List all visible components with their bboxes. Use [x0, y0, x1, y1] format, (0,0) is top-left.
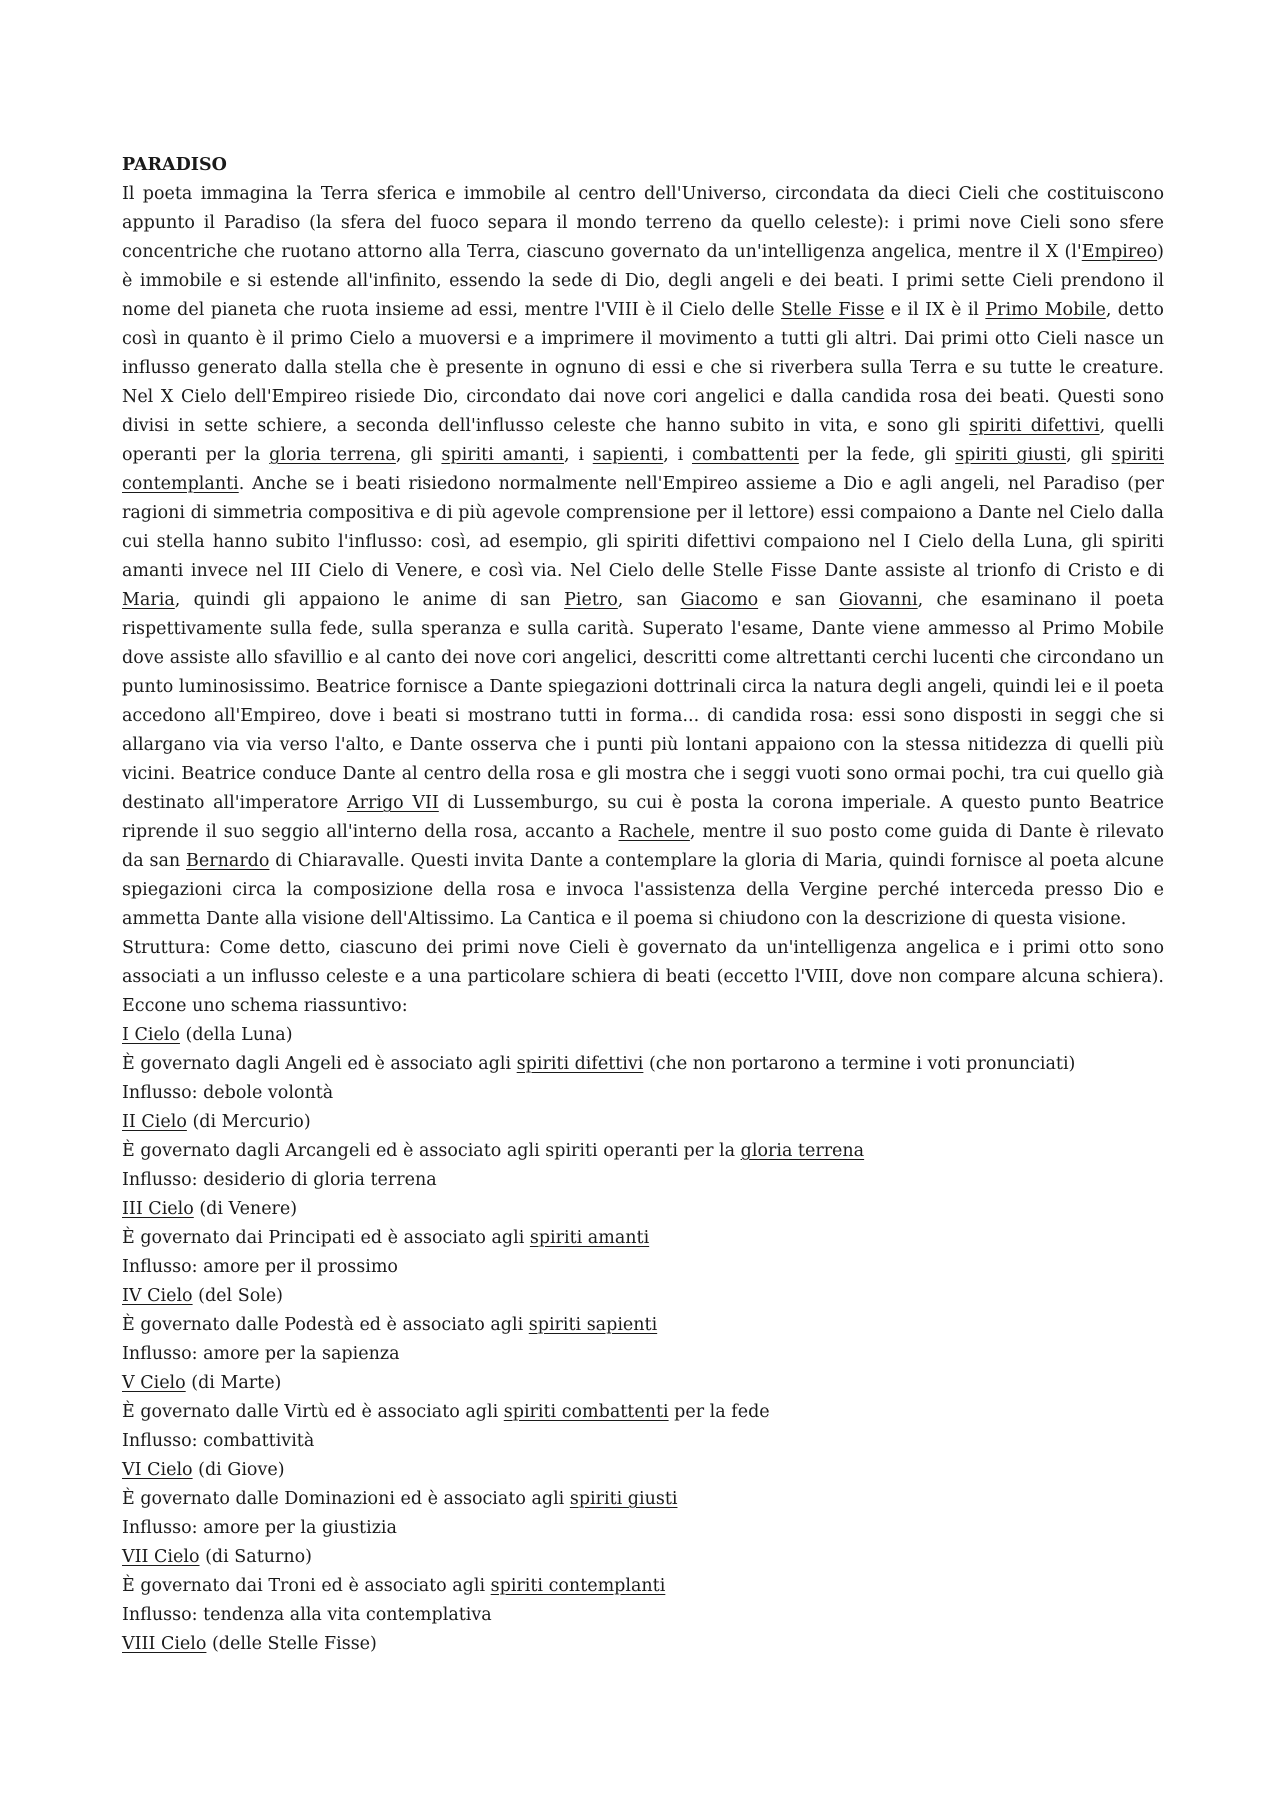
- text-run: per la fede, gli: [798, 445, 956, 465]
- text-run: ) è immobile e si estende all'infinito, essendo la sede di Dio, degli angeli e dei beati. I primi sette Cieli prendono il nome del pianeta che ruota insieme ad essi, mentre l'VIII è il Cielo delle: [122, 242, 1164, 320]
- schema-line: [122, 1630, 1164, 1659]
- text-run: Influsso: combattività: [122, 1431, 315, 1451]
- hyperlink[interactable]: spiriti amanti: [529, 1228, 650, 1248]
- hyperlink[interactable]: spiriti contemplanti: [122, 445, 1164, 494]
- text-run: È governato dai Troni ed è associato agli: [122, 1576, 491, 1596]
- schema-line: [122, 1340, 1164, 1369]
- hyperlink[interactable]: spiriti giusti: [955, 445, 1067, 465]
- text-run: Influsso: amore per il prossimo: [122, 1257, 398, 1277]
- hyperlink[interactable]: VIII Cielo: [122, 1634, 207, 1654]
- text-run: , mentre il suo posto come guida di Dante è rilevato da san: [122, 822, 1164, 871]
- hyperlink[interactable]: Giovanni: [839, 590, 918, 610]
- text-run: È governato dalle Dominazioni ed è associato agli: [122, 1489, 570, 1509]
- hyperlink[interactable]: I Cielo: [122, 1025, 180, 1045]
- hyperlink[interactable]: II Cielo: [122, 1112, 187, 1132]
- text-run: , che esaminano il poeta rispettivamente sulla fede, sulla speranza e sulla carità. Superato l'esame, Dante viene ammesso al Primo Mobile dove assiste allo sfavillio e al canto dei nove cori angelici, descritti come altrettanti cerchi lucenti che circondano un punto luminosissimo. Beatrice fornisce a Dante spiegazioni dottrinali circa la natura degli angeli, quindi lei e il poeta accedono all'Empireo, dove i beati si mostrano tutti in forma... di candida rosa: essi sono disposti in seggi che si allargano via via verso l'alto, e Dante osserva che i punti più lontani appaiono con la stessa nitidezza di quelli più vicini. Beatrice conduce Dante al centro della rosa e gli mostra che i seggi vuoti sono ormai pochi, tra cui quello già destinato all'imperatore: [122, 590, 1165, 813]
- schema-line: [122, 1311, 1164, 1340]
- schema-line: [122, 1572, 1164, 1601]
- schema-line: [122, 1253, 1164, 1282]
- text-run: , quelli operanti per la: [122, 416, 1164, 465]
- schema-line: [122, 1282, 1164, 1311]
- hyperlink[interactable]: VI Cielo: [122, 1460, 193, 1480]
- hyperlink[interactable]: spiriti combattenti: [503, 1402, 669, 1422]
- hyperlink[interactable]: spiriti contemplanti: [490, 1576, 666, 1596]
- text-run: (di Mercurio): [186, 1112, 311, 1132]
- text-run: , gli: [395, 445, 442, 465]
- text-run: e il IX è il: [884, 300, 986, 320]
- text-run: È governato dalle Virtù ed è associato agli: [122, 1402, 504, 1422]
- schema-line: [122, 1514, 1164, 1543]
- hyperlink[interactable]: Bernardo: [186, 851, 270, 871]
- text-run: Influsso: amore per la giustizia: [122, 1518, 397, 1538]
- text-run: (di Venere): [193, 1199, 298, 1219]
- hyperlink[interactable]: spiriti difettivi: [969, 416, 1100, 436]
- text-run: Influsso: amore per la sapienza: [122, 1344, 400, 1364]
- schema-line: [122, 1543, 1164, 1572]
- hyperlink[interactable]: spiriti difettivi: [516, 1054, 644, 1074]
- hyperlink[interactable]: Arrigo VII: [346, 793, 439, 813]
- text-run: di Lussemburgo, su cui è posta la corona imperiale. A questo punto Beatrice riprende il suo seggio all'interno della rosa, accanto a: [122, 793, 1164, 842]
- text-run: , quindi gli appaiono le anime di san: [174, 590, 565, 610]
- schema-line: [122, 1601, 1164, 1630]
- schema-line: [122, 1427, 1164, 1456]
- schema-line: [122, 1485, 1164, 1514]
- text-run: Il poeta immagina la Terra sferica e immobile al centro dell'Universo, circondata da dieci Cieli che costituiscono appunto il Paradiso (la sfera del fuoco separa il mondo terreno da quello celeste): i primi nove Cieli sono sfere concentriche che ruotano attorno alla Terra, ciascuno governato da un'intelligenza angelica, mentre il X (l': [122, 184, 1164, 262]
- hyperlink[interactable]: spiriti amanti: [441, 445, 564, 465]
- text-run: , detto così in quanto è il primo Cielo a muoversi e a imprimere il movimento a tutti gli altri. Dai primi otto Cieli nasce un influsso generato dalla stella che è presente in ognuno di essi e che si riverbera sulla Terra e su tutte le creature. Nel X Cielo dell'Empireo risiede Dio, circondato dai nove cori angelici e dalla candida rosa dei beati. Questi sono divisi in sette schiere, a seconda dell'influsso celeste che hanno subito in vita, e sono gli: [122, 300, 1164, 436]
- schema-line: [122, 1021, 1164, 1050]
- text-run: (di Saturno): [199, 1547, 312, 1567]
- schema-line: [122, 1369, 1164, 1398]
- schema-line: [122, 1195, 1164, 1224]
- text-run: e san: [758, 590, 840, 610]
- text-run: , i: [563, 445, 593, 465]
- hyperlink[interactable]: Rachele: [618, 822, 690, 842]
- hyperlink[interactable]: VII Cielo: [122, 1547, 200, 1567]
- page-title: PARADISO: [122, 155, 227, 175]
- text-run: (delle Stelle Fisse): [206, 1634, 377, 1654]
- schema-line: [122, 1137, 1164, 1166]
- hyperlink[interactable]: spiriti sapienti: [528, 1315, 658, 1335]
- hyperlink[interactable]: Primo Mobile: [985, 300, 1106, 320]
- text-run: (della Luna): [179, 1025, 293, 1045]
- text-run: Influsso: desiderio di gloria terrena: [122, 1170, 437, 1190]
- text-run: , i: [663, 445, 692, 465]
- text-run: Influsso: tendenza alla vita contemplativa: [122, 1605, 492, 1625]
- text-run: Influsso: debole volontà: [122, 1083, 334, 1103]
- text-run: (di Marte): [185, 1373, 282, 1393]
- hyperlink[interactable]: V Cielo: [122, 1373, 186, 1393]
- schema-line: [122, 1224, 1164, 1253]
- intro-paragraph: [122, 180, 1164, 934]
- schema-line: [122, 1079, 1164, 1108]
- hyperlink[interactable]: Giacomo: [680, 590, 759, 610]
- schema-line: [122, 1166, 1164, 1195]
- schema-line: [122, 1398, 1164, 1427]
- text-run: (del Sole): [192, 1286, 284, 1306]
- hyperlink[interactable]: Empireo: [1081, 242, 1158, 262]
- hyperlink[interactable]: IV Cielo: [122, 1286, 193, 1306]
- text-run: per la fede: [668, 1402, 770, 1422]
- schema-line: [122, 1456, 1164, 1485]
- hyperlink[interactable]: gloria terrena: [740, 1141, 865, 1161]
- hyperlink[interactable]: Pietro: [564, 590, 618, 610]
- text-run: di Chiaravalle. Questi invita Dante a contemplare la gloria di Maria, quindi fornisce al poeta alcune spiegazioni circa la composizione della rosa e invoca l'assistenza della Vergine perché interceda presso Dio e ammetta Dante alla visione dell'Altissimo. La Cantica e il poema si chiudono con la descrizione di questa visione.: [122, 851, 1164, 929]
- hyperlink[interactable]: Maria: [122, 590, 175, 610]
- structure-paragraph: Struttura: Come detto, ciascuno dei primi nove Cieli è governato da un'intelligenza angelica e i primi otto sono associati a un influsso celeste e a una particolare schiera di beati (eccetto l'VIII, dove non compare alcuna schiera). Eccone uno schema riassuntivo:: [122, 938, 1164, 1016]
- hyperlink[interactable]: III Cielo: [122, 1199, 194, 1219]
- hyperlink[interactable]: Stelle Fisse: [780, 300, 885, 320]
- text-run: , gli: [1066, 445, 1112, 465]
- hyperlink[interactable]: gloria terrena: [269, 445, 396, 465]
- schema-line: [122, 1108, 1164, 1137]
- hyperlink[interactable]: spiriti giusti: [569, 1489, 678, 1509]
- hyperlink[interactable]: sapienti: [592, 445, 664, 465]
- text-run: È governato dagli Arcangeli ed è associato agli spiriti operanti per la: [122, 1141, 741, 1161]
- text-run: È governato dagli Angeli ed è associato agli: [122, 1054, 517, 1074]
- hyperlink[interactable]: combattenti: [692, 445, 799, 465]
- text-run: È governato dai Principati ed è associato agli: [122, 1228, 530, 1248]
- text-run: . Anche se i beati risiedono normalmente nell'Empireo assieme a Dio e agli angeli, nel Paradiso (per ragioni di simmetria compositiva e di più agevole comprensione per il lettore) essi compaiono a Dante nel Cielo dalla cui stella hanno subito l'influsso: così, ad esempio, gli spiriti difettivi compaiono nel I Cielo della Luna, gli spiriti amanti invece nel III Cielo di Venere, e così via. Nel Cielo delle Stelle Fisse Dante assiste al trionfo di Cristo e di: [122, 474, 1164, 581]
- text-run: , san: [617, 590, 681, 610]
- schema-line: [122, 1050, 1164, 1079]
- text-run: È governato dalle Podestà ed è associato agli: [122, 1315, 529, 1335]
- heavens-schema-list: [122, 1021, 1164, 1659]
- document-page: [122, 151, 1164, 1659]
- text-run: (di Giove): [192, 1460, 285, 1480]
- text-run: (che non portarono a termine i voti pronunciati): [643, 1054, 1076, 1074]
